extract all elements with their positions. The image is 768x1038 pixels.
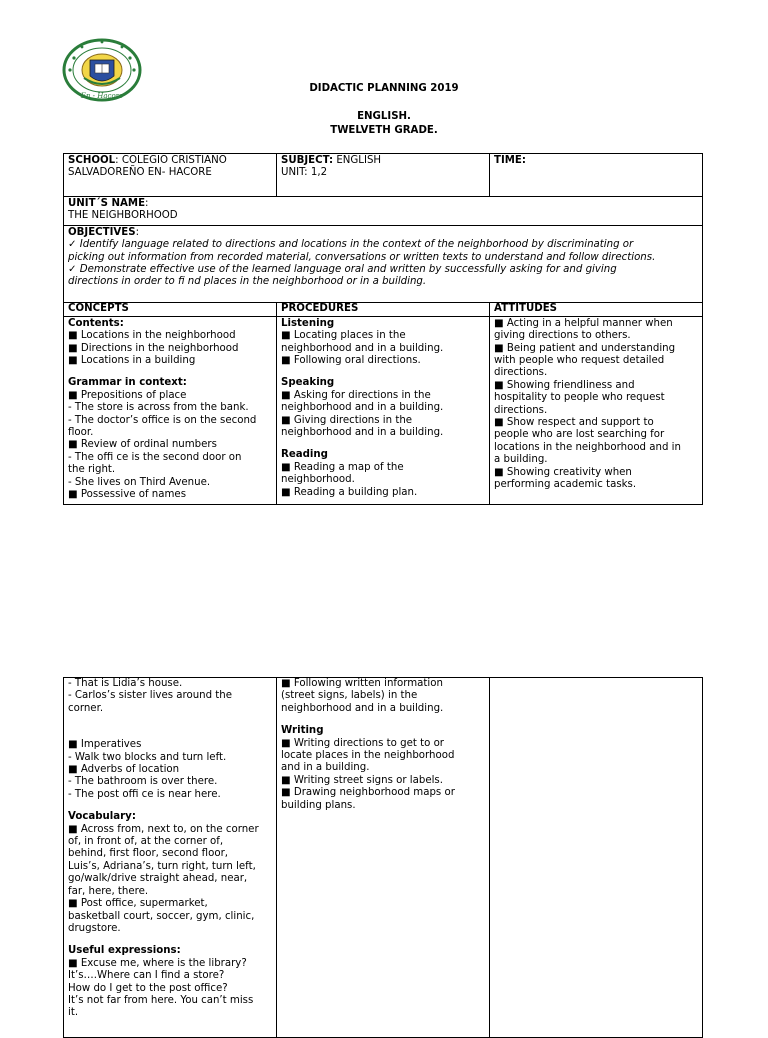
speaking-heading: Speaking — [281, 377, 335, 389]
grammar-item: - The offi ce is the second door on — [68, 451, 242, 463]
listening-item: neighborhood and in a building. — [281, 342, 444, 354]
imperatives-item: - The post offi ce is near here. — [68, 788, 221, 800]
imperatives-item: - Walk two blocks and turn left. — [68, 751, 227, 763]
reading-item: ■ Reading a map of the — [281, 461, 404, 473]
school-value-cont: SALVADOREÑO EN- HACORE — [68, 167, 212, 179]
objectives-colon: : — [135, 226, 140, 238]
document-title: DIDACTIC PLANNING 2019 — [309, 83, 459, 94]
grammar-item: the right. — [68, 464, 116, 476]
concepts-cell-continued — [64, 678, 277, 1038]
info-row — [64, 154, 703, 197]
vocabulary-heading: Vocabulary: — [68, 811, 136, 823]
vocabulary-item: Luis’s, Adriana’s, turn right, turn left, — [68, 860, 256, 872]
concepts-line: corner. — [68, 702, 104, 714]
attitudes-cell — [490, 316, 703, 504]
attitude-item: ■ Being patient and understanding — [494, 342, 676, 354]
writing-heading: Writing — [281, 725, 324, 737]
attitude-item: performing academic tasks. — [494, 479, 637, 491]
objective-line: ✓ Identify language related to directions and locations in the context of the neighborhood by discriminating or — [68, 239, 634, 251]
planning-table-page2 — [63, 677, 703, 1038]
procedures-line: neighborhood and in a building. — [281, 702, 444, 714]
expression-item: it. — [68, 1007, 79, 1019]
grammar-item: ■ Review of ordinal numbers — [68, 439, 217, 451]
imperatives-item: ■ Adverbs of location — [68, 764, 180, 776]
imperatives-item: ■ Imperatives — [68, 739, 142, 751]
speaking-item: neighborhood and in a building. — [281, 402, 444, 414]
expression-item: ■ Excuse me, where is the library? — [68, 957, 247, 969]
unit-cell — [64, 197, 703, 226]
time-cell — [490, 154, 703, 197]
unit-colon: : — [145, 198, 149, 209]
content-row — [64, 316, 703, 504]
writing-item: and in a building. — [281, 762, 370, 774]
attitude-item: with people who request detailed — [494, 355, 665, 367]
contents-item: ■ Locations in the neighborhood — [68, 330, 236, 342]
contents-item: ■ Locations in a building — [68, 355, 196, 367]
attitude-item: people who are lost searching for — [494, 429, 665, 441]
attitude-item: directions. — [494, 367, 548, 379]
vocabulary-item: drugstore. — [68, 922, 121, 934]
listening-item: ■ Locating places in the — [281, 330, 406, 342]
content-row-continued — [64, 678, 703, 1038]
attitude-item: directions. — [494, 404, 548, 416]
writing-item: ■ Writing street signs or labels. — [281, 774, 443, 786]
attitudes-header: ATTITUDES — [490, 302, 703, 316]
subject-cell — [277, 154, 490, 197]
writing-item: ■ Drawing neighborhood maps or — [281, 787, 455, 799]
attitude-item: ■ Acting in a helpful manner when — [494, 317, 673, 329]
objectives-row — [64, 225, 703, 302]
grammar-item: - The store is across from the bank. — [68, 402, 249, 414]
concepts-header: CONCEPTS — [64, 302, 277, 316]
procedures-line: ■ Following written information — [281, 678, 443, 689]
speaking-item: ■ Asking for directions in the — [281, 389, 431, 401]
expression-item: It’s….Where can I find a store? — [68, 970, 225, 982]
planning-table-page1 — [63, 153, 703, 505]
imperatives-item: - The bathroom is over there. — [68, 776, 218, 788]
grammar-heading: Grammar in context: — [68, 377, 187, 389]
concepts-cell — [64, 316, 277, 504]
expressions-heading: Useful expressions: — [68, 945, 181, 957]
unit-name-value: THE NEIGHBORHOOD — [68, 210, 178, 222]
listening-item: ■ Following oral directions. — [281, 355, 421, 367]
grammar-item: - The doctor’s office is on the second — [68, 414, 257, 426]
procedures-cell-continued — [277, 678, 490, 1038]
objectives-cell — [64, 225, 703, 302]
objective-line: ✓ Demonstrate effective use of the learned language oral and written by successfully asking for and giving — [68, 264, 617, 276]
objective-line: directions in order to fi nd places in the neighborhood or in a building. — [68, 276, 427, 288]
reading-heading: Reading — [281, 449, 328, 461]
unit-name-label: UNIT´S NAME — [68, 198, 146, 209]
unit-row — [64, 197, 703, 226]
grammar-item: ■ Possessive of names — [68, 489, 186, 501]
attitude-item: giving directions to others. — [494, 330, 631, 342]
vocabulary-item: of, in front of, at the corner of, — [68, 836, 224, 848]
attitude-item: locations in the neighborhood and in — [494, 441, 681, 453]
reading-item: ■ Reading a building plan. — [281, 486, 418, 498]
grammar-item: - She lives on Third Avenue. — [68, 476, 211, 488]
vocabulary-item: basketball court, soccer, gym, clinic, — [68, 910, 255, 922]
attitudes-cell-continued — [490, 678, 703, 1038]
attitude-item: a building. — [494, 454, 548, 466]
attitude-item: ■ Showing creativity when — [494, 466, 632, 478]
writing-item: building plans. — [281, 799, 356, 811]
procedures-line: (street signs, labels) in the — [281, 690, 418, 702]
speaking-item: ■ Giving directions in the — [281, 414, 413, 426]
objective-line: picking out information from recorded material, conversations or written texts to understand and follow directions. — [68, 251, 656, 263]
attitude-item: ■ Show respect and support to — [494, 417, 654, 429]
procedures-cell — [277, 316, 490, 504]
contents-item: ■ Directions in the neighborhood — [68, 342, 239, 354]
writing-item: ■ Writing directions to get to or — [281, 737, 444, 749]
procedures-header: PROCEDURES — [277, 302, 490, 316]
concepts-line: - Carlos’s sister lives around the — [68, 690, 233, 702]
time-label: TIME: — [494, 155, 526, 166]
column-header-row — [64, 302, 703, 316]
contents-heading: Contents: — [68, 317, 124, 329]
school-cell — [64, 154, 277, 197]
grade-heading: TWELVETH GRADE. — [330, 125, 438, 136]
reading-item: neighborhood. — [281, 474, 355, 486]
grammar-item: ■ Prepositions of place — [68, 389, 187, 401]
grammar-item: floor. — [68, 427, 94, 439]
speaking-item: neighborhood and in a building. — [281, 427, 444, 439]
concepts-line: - That is Lidia’s house. — [68, 678, 183, 689]
vocabulary-item: far, here, there. — [68, 885, 149, 897]
objectives-label: OBJECTIVES — [68, 226, 136, 238]
attitude-item: hospitality to people who request — [494, 392, 665, 404]
school-label: SCHOOL — [68, 155, 116, 166]
svg-text:En - Hacore: En - Hacore — [80, 92, 124, 100]
vocabulary-item: behind, first floor, second floor, — [68, 848, 228, 860]
subject-value: ENGLISH — [333, 155, 382, 166]
vocabulary-item: ■ Across from, next to, on the corner — [68, 823, 259, 835]
vocabulary-item: go/walk/drive straight ahead, near, — [68, 873, 248, 885]
attitude-item: ■ Showing friendliness and — [494, 379, 635, 391]
subject-heading: ENGLISH. — [357, 111, 411, 122]
expression-item: It’s not far from here. You can’t miss — [68, 994, 254, 1006]
subject-label: SUBJECT: — [281, 155, 334, 166]
writing-item: locate places in the neighborhood — [281, 750, 455, 762]
listening-heading: Listening — [281, 317, 335, 329]
vocabulary-item: ■ Post office, supermarket, — [68, 898, 208, 910]
expression-item: How do I get to the post office? — [68, 982, 228, 994]
unit-number: UNIT: 1,2 — [281, 167, 328, 179]
school-value: : COLEGIO CRISTIANO — [115, 155, 227, 166]
